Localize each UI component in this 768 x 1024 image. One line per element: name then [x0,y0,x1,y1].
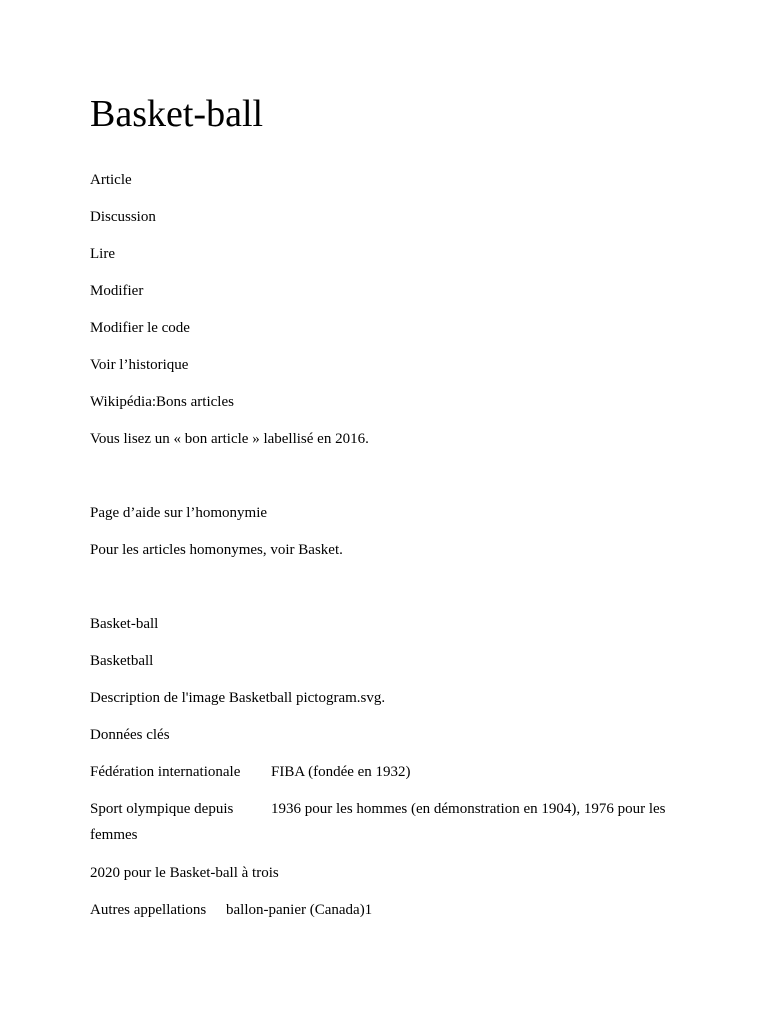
infobox-key-data-heading: Données clés [90,727,170,743]
tab-discussion[interactable]: Discussion [90,209,156,225]
infobox-row-value: ballon-panier (Canada)1 [226,902,373,918]
tab-edit-source[interactable]: Modifier le code [90,320,190,336]
infobox-row-label: Fédération internationale [90,764,241,780]
infobox-row-value: 1936 pour les hommes (en démonstration en 1904), 1976 pour les femmes [90,801,666,843]
page-title: Basket-ball [90,93,264,135]
tab-read[interactable]: Lire [90,246,115,262]
infobox-row-label: Sport olympique depuis [90,801,234,817]
infobox-title: Basket-ball [90,616,159,632]
tab-article[interactable]: Article [90,172,132,188]
infobox-image-description[interactable]: Description de l'image Basketball pictogram.svg. [90,690,386,706]
homonymy-help-link[interactable]: Page d’aide sur l’homonymie [90,505,268,521]
tab-edit[interactable]: Modifier [90,283,144,299]
infobox-row-olympic-3x3: 2020 pour le Basket-ball à trois [90,865,279,881]
homonymy-notice: Pour les articles homonymes, voir Basket. [90,542,343,558]
good-articles-link[interactable]: Wikipédia:Bons articles [90,394,234,410]
infobox-row-value[interactable]: FIBA (fondée en 1932) [271,764,411,780]
good-article-notice: Vous lisez un « bon article » labellisé en 2016. [90,431,369,447]
infobox-alt-name: Basketball [90,653,154,669]
infobox-row-label: Autres appellations [90,902,207,918]
infobox-row-federation [90,759,411,785]
tab-history[interactable]: Voir l’historique [90,357,189,373]
infobox-row-olympic [90,796,690,848]
infobox-row-other-names [90,897,372,923]
